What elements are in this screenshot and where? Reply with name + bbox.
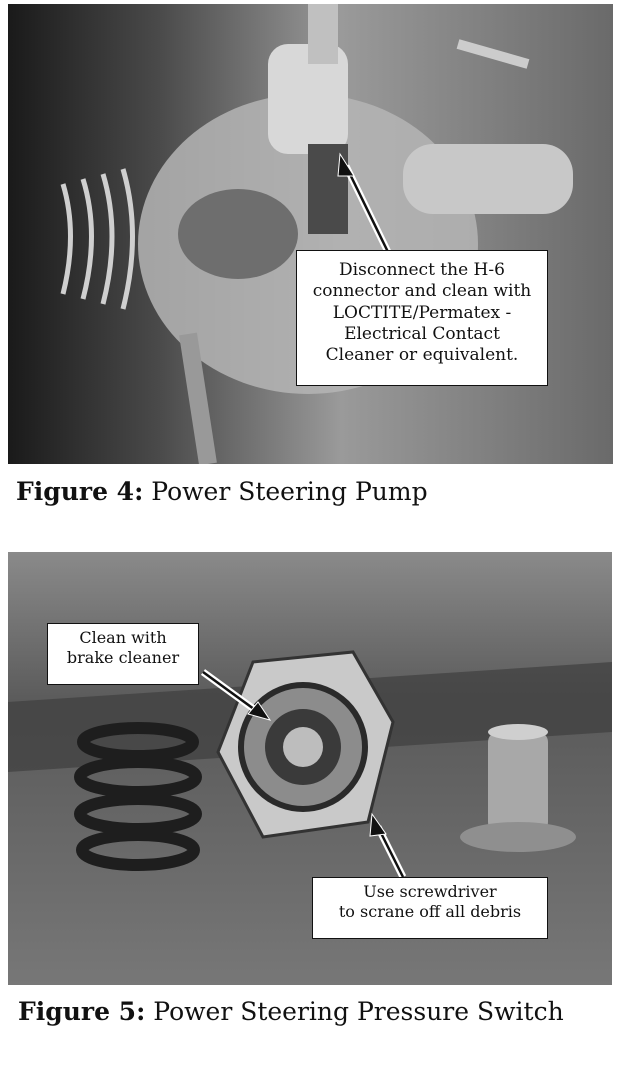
callout-disconnect-h6 [296,250,548,386]
figure-4-title: Power Steering Pump [151,477,428,506]
figure-4-caption [16,476,428,507]
callout-brake-cleaner [47,623,199,685]
callout-line: brake cleaner [66,648,180,667]
callout-screwdriver [312,877,548,939]
figure-5-title: Power Steering Pressure Switch [153,997,564,1026]
figure-4-label: Figure 4: [16,477,144,506]
callout-line: Disconnect the H-6 [339,260,505,280]
figure-5-label: Figure 5: [18,997,146,1026]
callout-line: Electrical Contact [344,323,500,344]
callout-line: Clean with [79,628,167,647]
callout-line: connector and clean with [312,281,532,302]
figure-5-caption [18,996,578,1027]
callout-line: Use screwdriver [363,882,497,901]
pump-illustration [8,4,613,464]
callout-line: Cleaner or equivalent. [325,345,519,365]
figure-4-photo [8,4,613,464]
callout-line: to scrane off all debris [338,902,522,921]
callout-line: LOCTITE/Permatex - [332,302,512,323]
